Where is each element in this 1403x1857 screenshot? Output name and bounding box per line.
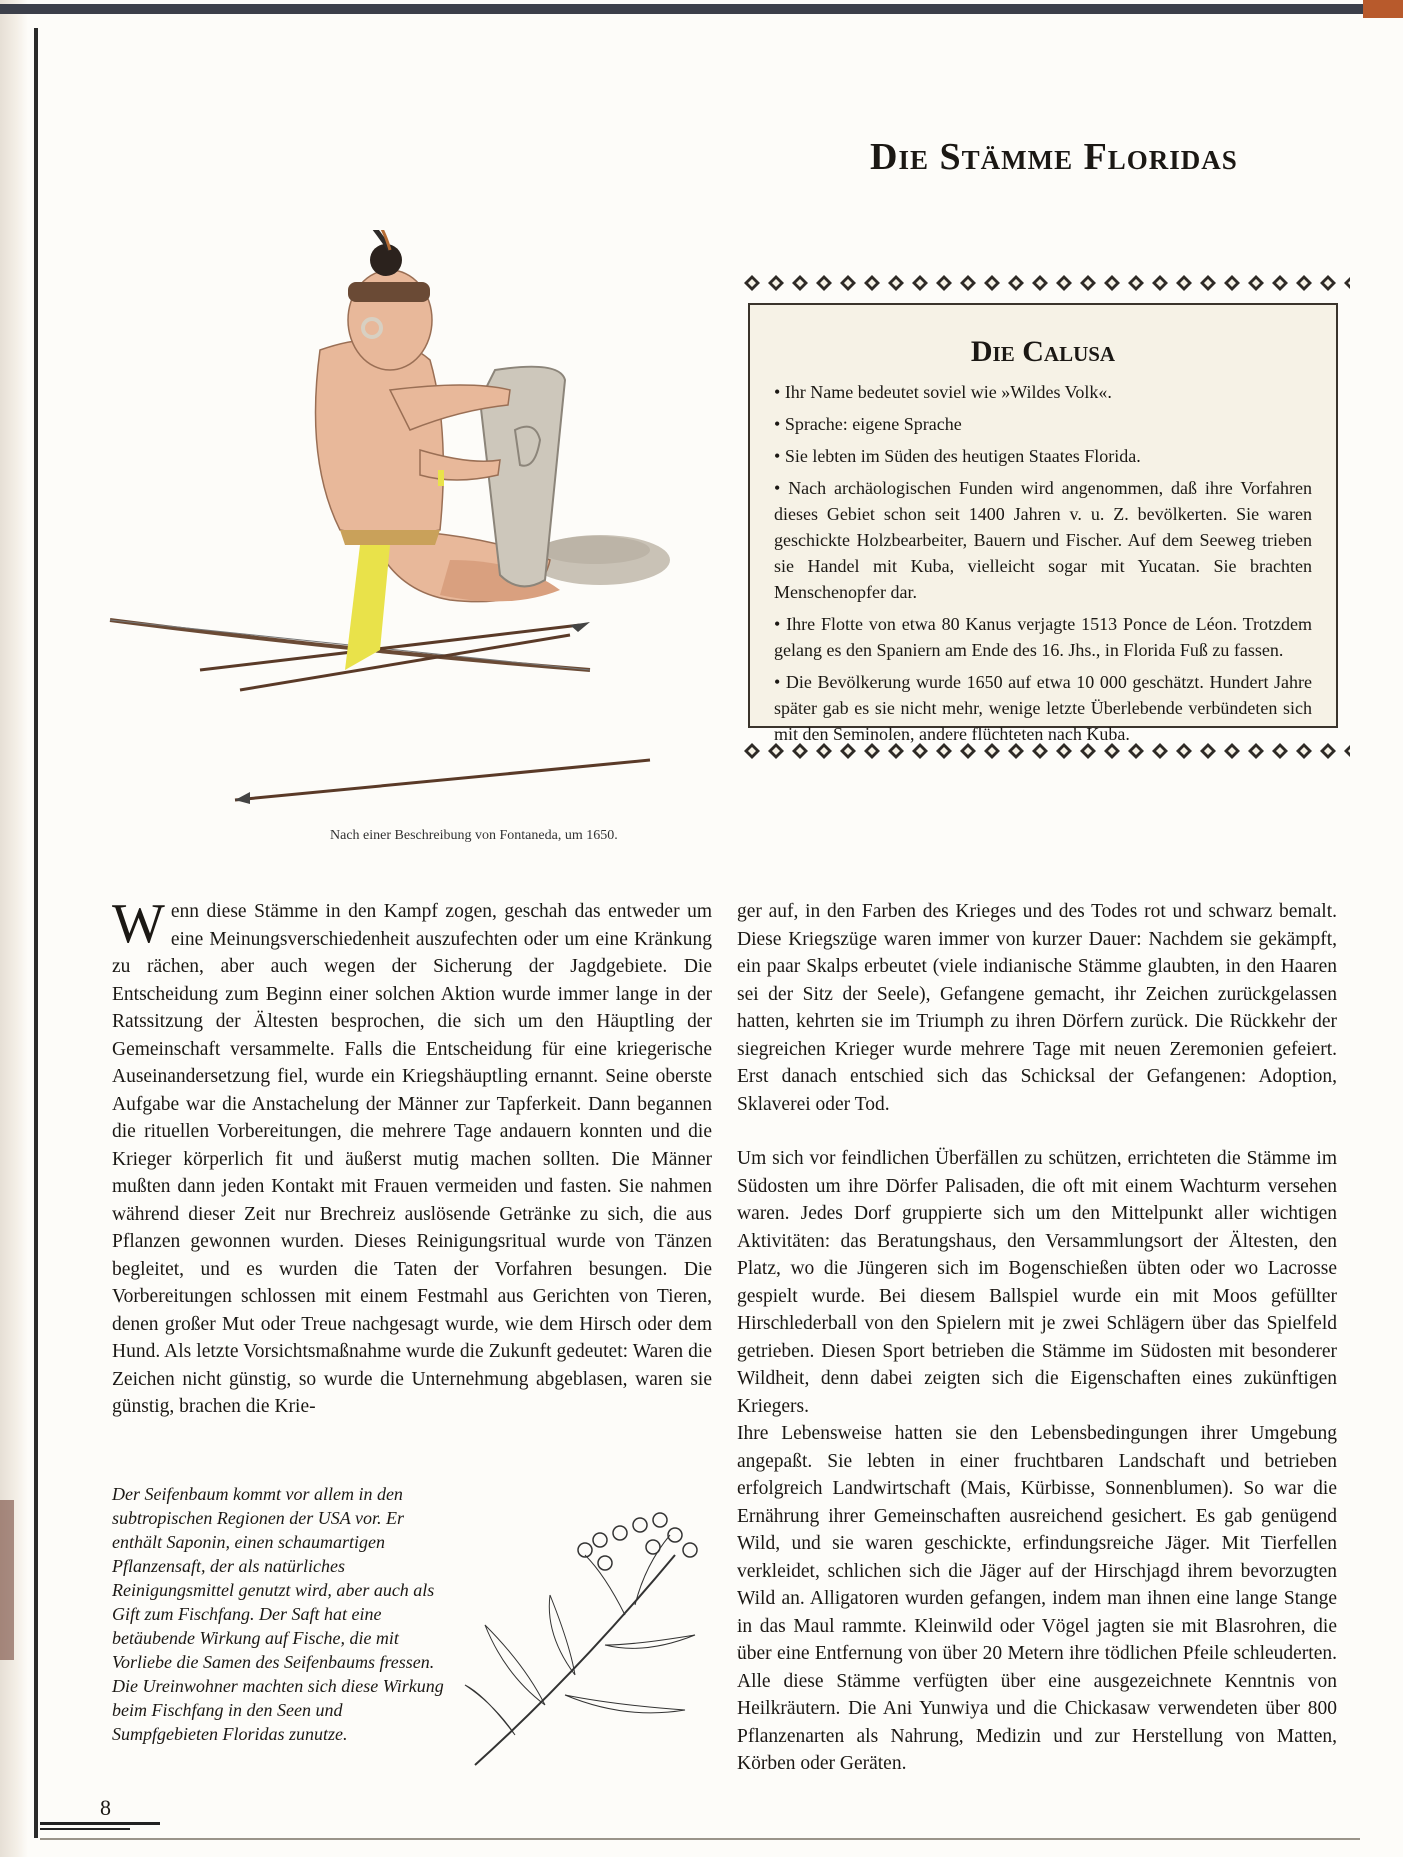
infobox-item: • Sprache: eigene Sprache: [774, 411, 1312, 437]
top-rule: [0, 4, 1403, 14]
body-column-left: [112, 893, 712, 1421]
warrior-illustration: [90, 230, 710, 830]
infobox-list: [774, 379, 1312, 747]
page-title: Die Stämme Floridas: [870, 136, 1238, 178]
bottom-rule: [40, 1838, 1360, 1840]
drop-cap: W: [112, 893, 165, 955]
illustration-caption: Nach einer Beschreibung von Fontaneda, um 1650.: [330, 828, 618, 843]
calusa-infobox: [748, 303, 1338, 744]
body-paragraph: ger auf, in den Farben des Krieges und des Todes rot und schwarz bemalt. Diese Kriegszüge waren immer von kurzer Dauer: Nachdem sie gekämpft, ein paar Skalps erbeutet (viele indianische Stämme glaubten, in den Haaren sei der Sitz der Seele), Gefangene gemacht, ihr Zeichen zurückgelassen hatten, kehrten sie im Triumph zu ihren Dörfern zurück. Die Rückkehr der siegreichen Krieger wurde mehrere Tage mit neuen Zeremonien gefeiert. Erst danach entschied sich das Schicksal der Gefangenen: Adoption, Sklaverei oder Tod.: [737, 901, 1337, 1115]
body-paragraph: [112, 893, 712, 1421]
binding-mark: [0, 1500, 14, 1660]
footer-rule: [40, 1828, 130, 1830]
infobox-item: • Nach archäologischen Funden wird angenommen, daß ihre Vorfahren dieses Gebiet schon seit 1400 Jahren v. u. Z. bevölkerten. Sie waren geschickte Holzbearbeiter, Bauern und Fischer. Auf dem Seeweg trieben sie Handel mit Kuba, vielleicht sogar mit Yucatan. Sie brachten Menschenopfer dar.: [774, 475, 1312, 605]
infobox-item: • Sie lebten im Süden des heutigen Staates Florida.: [774, 443, 1312, 469]
soapberry-plant-illustration: [455, 1495, 720, 1775]
body-text: enn diese Stämme in den Kampf zogen, geschah das entweder um eine Meinungsverschiedenheit auszufechten oder um eine Kränkung zu rächen, aber auch wegen der Sicherung der Jagdgebiete. Die Entscheidung zum Beginn einer solchen Aktion wurde immer lange in der Ratssitzung der Ältesten besprochen, die sich um den Häuptling der Gemeinschaft versammelte. Falls die Entscheidung für eine kriegerische Auseinandersetzung fiel, wurde ein Kriegshäuptling ernannt. Seine oberste Aufgabe war die Anstachelung der Männer zur Tapferkeit. Dann begannen die rituellen Vorbereitungen, die mehrere Tage andauern konnten und die Krieger körperlich fit und äußerst mutig machen sollten. Die Männer mußten dann jeden Kontakt mit Frauen vermeiden und fasten. Sie nahmen während dieser Zeit nur Brechreiz auslösende Getränke zu sich, die aus Pflanzen gewonnen wurden. Dieses Reinigungsritual wurde von Tänzen begleitet, und es wurden die Taten der Vorfahren besungen. Die Vorbereitungen schlossen mit einem Festmahl aus Gerichten von Tieren, denen großer Mut oder Treue nachgesagt wurde, wie dem Hirsch oder dem Hund. Als letzte Vorsichtsmaßnahme wurde die Zukunft gedeutet: Waren die Zeichen nicht günstig, so wurde die Unternehmung abgeblasen, waren sie günstig, brachen die Krie-: [112, 901, 712, 1417]
body-paragraph: Um sich vor feindlichen Überfällen zu schützen, errichteten die Stämme im Südosten um ihre Dörfer Palisaden, die oft mit einem Wachturm versehen waren. Jedes Dorf gruppierte sich um den Mittelpunkt aller wichtigen Aktivitäten: das Beratungshaus, den Versammlungsort der Ältesten, den Platz, wo die Jüngeren sich im Bogenschießen übten oder wo Lacrosse gespielt wurde. Bei diesem Ballspiel wurde ein mit Moos gefüllter Hirschlederball von den Spielern mit je zwei Schlägern über das Spielfeld getrieben. Diesen Sport betrieben die Stämme im Südosten mit besonderer Wildheit, denn dabei zeigten sich die Eigenschaften eines zukünftigen Kriegers.: [737, 1148, 1337, 1417]
footer-rule: [40, 1822, 160, 1825]
soapberry-note: Der Seifenbaum kommt vor allem in den subtropischen Regionen der USA vor. Er enthält Saponin, einen schaumartigen Pflanzensaft, der als natürliches Reinigungsmittel genutzt wird, aber auch als Gift zum Fischfang. Der Saft hat eine betäubende Wirkung auf Fische, die mit Vorliebe die Samen des Seifenbaums fressen. Die Ureinwohner machten sich diese Wirkung beim Fischfang in den Seen und Sumpfgebieten Floridas zunutze.: [112, 1484, 444, 1744]
infobox-item: • Ihre Flotte von etwa 80 Kanus verjagte 1513 Ponce de Léon. Trotzdem gelang es den Spaniern am Ende des 16. Jhs., in Florida Fuß zu fassen.: [774, 611, 1312, 663]
spine-rule: [34, 28, 38, 1838]
infobox-item: • Ihr Name bedeutet soviel wie »Wildes Volk«.: [774, 379, 1312, 405]
body-paragraph: Ihre Lebensweise hatten sie den Lebensbedingungen ihrer Umgebung angepaßt. Sie lebten in einer fruchtbaren Landschaft und betrieben erfolgreich Landwirtschaft (Mais, Kürbisse, Sonnenblumen). So war die Ernährung ihrer Gemeinschaften ausreichend gesichert. Es gab genügend Wild, und sie waren geschickte, erfindungsreiche Jäger. Mit Tierfellen verkleidet, schlichen sich die Jäger auf der Hirschjagd ihrem bevorzugten Wild an. Alligatoren wurden gefangen, indem man ihnen eine lange Stange in das Maul rammte. Kleinwild oder Vögel jagten sie mit Blasrohren, die über eine Entfernung von über 20 Metern ihre tödlichen Pfeile schleuderten. Alle diese Stämme verfügten über eine ausgezeichnete Kenntnis von Heilkräutern. Die Ani Yunwiya und die Chickasaw verwendeten über 800 Pflanzenarten als Nahrung, Medizin und zur Herstellung von Matten, Körben oder Geräten.: [737, 1423, 1337, 1774]
top-accent: [1363, 0, 1403, 18]
infobox-item: • Die Bevölkerung wurde 1650 auf etwa 10 000 geschätzt. Hundert Jahre später gab es sie nicht mehr, wenige letzte Überlebende verbündeten sich mit den Seminolen, andere flüchteten nach Kuba.: [774, 669, 1312, 747]
page-number: 8: [100, 1795, 111, 1820]
infobox-title: Die Calusa: [970, 335, 1116, 368]
decorative-border-top: [740, 272, 1350, 294]
body-column-right: [737, 898, 1337, 1778]
